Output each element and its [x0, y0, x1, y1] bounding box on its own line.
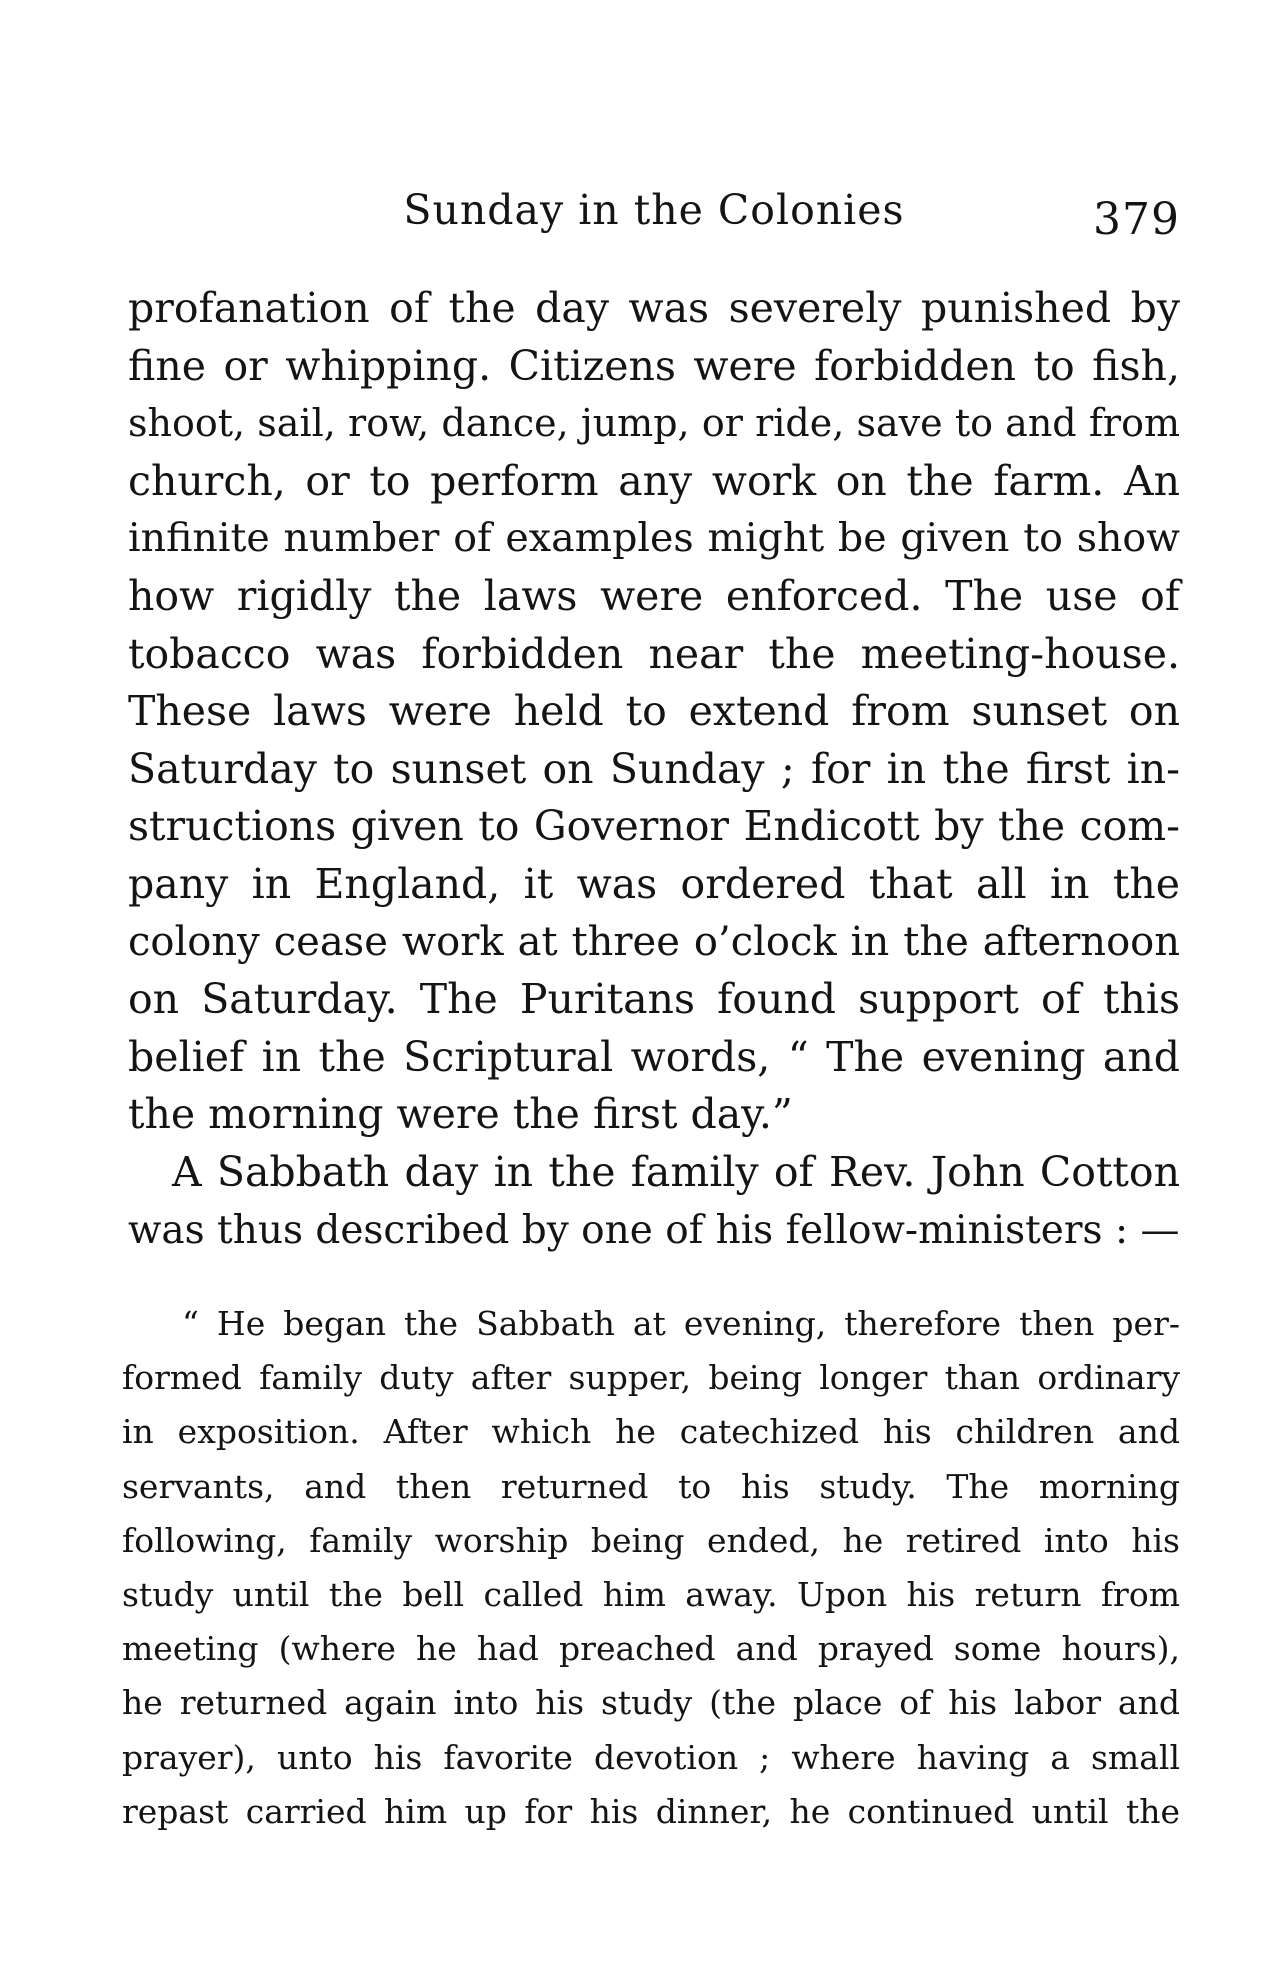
text-line: These laws were held to extend from sunset on	[128, 687, 1180, 736]
text-line: on Saturday. The Puritans found support of this	[128, 975, 1180, 1024]
quote-line: in exposition. After which he catechized his children and	[122, 1412, 1180, 1452]
text-line: tobacco was forbidden near the meeting-house.	[128, 629, 1180, 678]
text-line: A Sabbath day in the family of Rev. John Cotton	[172, 1147, 1180, 1196]
block-quotation	[122, 1297, 1180, 1839]
text-line: structions given to Governor Endicott by the com-	[128, 802, 1180, 851]
text-line: infinite number of examples might be given to show	[128, 515, 1180, 562]
quote-line: servants, and then returned to his study. The morning	[122, 1466, 1180, 1506]
page-number: 379	[1093, 194, 1180, 245]
text-line: colony cease work at three o’clock in the afternoon	[128, 918, 1180, 965]
body-text	[128, 280, 1180, 1259]
quote-line: prayer), unto his favorite devotion ; where having a small	[122, 1737, 1180, 1777]
text-line: how rigidly the laws were enforced. The use of	[128, 571, 1180, 620]
text-line: profanation of the day was severely punished by	[128, 284, 1180, 332]
text-line: belief in the Scriptural words, “ The evening and	[128, 1032, 1180, 1081]
quote-line: he returned again into his study (the place of his labor and	[122, 1683, 1180, 1723]
text-line: shoot, sail, row, dance, jump, or ride, save to and from	[128, 401, 1180, 446]
quote-line: “ He began the Sabbath at evening, therefore then per-	[182, 1304, 1180, 1343]
quote-line: meeting (where he had preached and prayed some hours),	[122, 1629, 1180, 1669]
text-line: was thus described by one of his fellow-ministers : —	[128, 1207, 1180, 1253]
text-line: pany in England, it was ordered that all in the	[128, 859, 1180, 908]
running-title: Sunday in the Colonies	[403, 186, 905, 234]
text-line: the morning were the first day.”	[128, 1090, 793, 1139]
quote-line: repast carried him up for his dinner, he continued until the	[122, 1791, 1180, 1831]
running-head	[128, 186, 1180, 246]
text-line: Saturday to sunset on Sunday ; for in the first in-	[128, 744, 1180, 793]
text-line: fine or whipping. Citizens were forbidden to fish,	[128, 341, 1180, 390]
quote-line: formed family duty after supper, being longer than ordinary	[122, 1358, 1180, 1398]
quote-line: following, family worship being ended, he retired into his	[122, 1520, 1180, 1560]
text-line: church, or to perform any work on the farm. An	[128, 456, 1180, 505]
quote-line: study until the bell called him away. Upon his return from	[122, 1574, 1180, 1614]
